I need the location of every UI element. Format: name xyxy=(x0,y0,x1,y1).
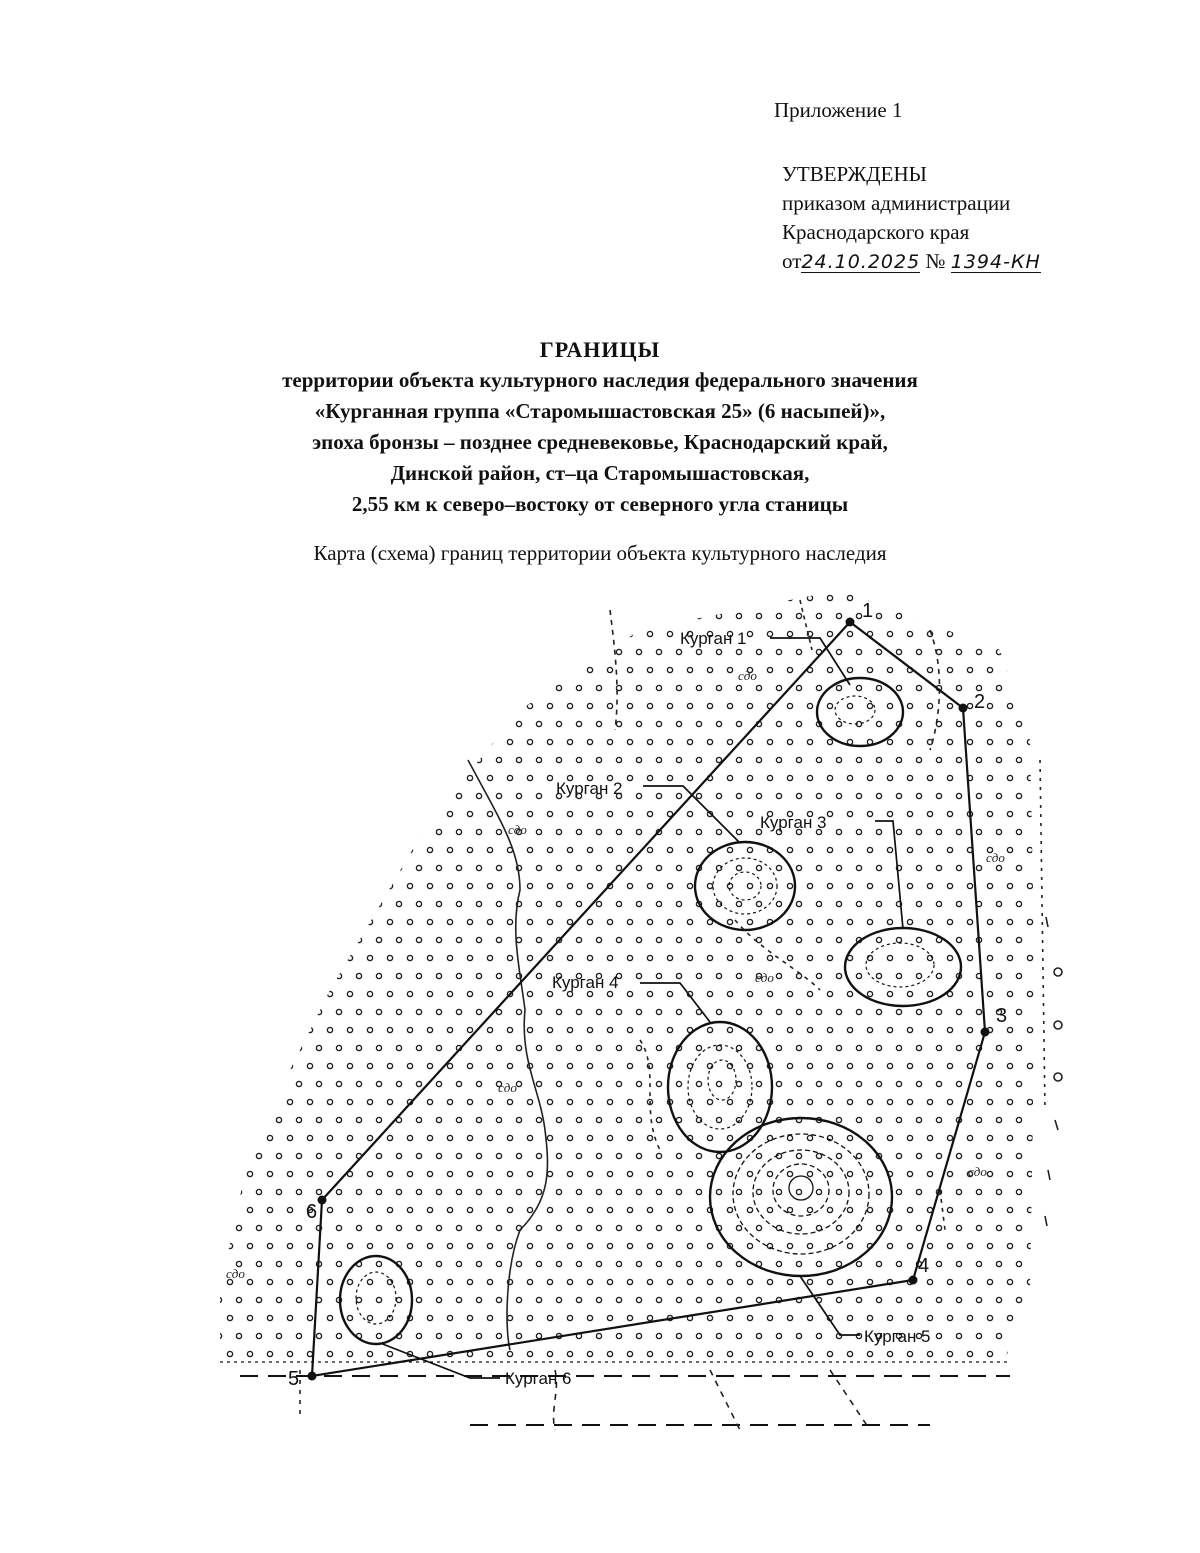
kurgan-1-mound xyxy=(817,678,903,746)
approved-line-2: Краснодарского края xyxy=(782,220,970,244)
boundary-point-2 xyxy=(959,704,968,713)
point-label-2: 2 xyxy=(974,691,986,713)
kurgan-label-6: Курган 6 xyxy=(505,1369,572,1388)
field-dot-pattern xyxy=(207,595,1041,1356)
approved-line-1: приказом администрации xyxy=(782,191,1011,215)
point-label-3: 3 xyxy=(996,1005,1008,1027)
land-mark: сдо xyxy=(986,850,1005,865)
boundary-point-5 xyxy=(308,1372,317,1381)
title-line-2: «Курганная группа «Старомышастовская 25» (6 насыпей)», xyxy=(314,399,886,423)
boundary-point-3 xyxy=(981,1028,990,1037)
appendix-label: Приложение 1 xyxy=(774,98,903,122)
boundary-map xyxy=(0,590,1200,1450)
land-mark: сдо xyxy=(738,668,757,683)
kurgan-label-3: Курган 3 xyxy=(760,813,827,832)
title-line-4: Динской район, ст–ца Старомышастовская, xyxy=(390,461,810,485)
point-label-4: 4 xyxy=(918,1255,930,1277)
territory-boundary xyxy=(312,622,985,1376)
number-value: 1394-КН xyxy=(950,251,1041,273)
title-line-3: эпоха бронзы – позднее средневековье, Краснодарский край, xyxy=(312,430,888,454)
date-prefix: от xyxy=(782,249,802,273)
point-label-6: 6 xyxy=(306,1201,318,1223)
land-mark: сдо xyxy=(226,1266,245,1281)
number-prefix: № xyxy=(925,249,946,273)
kurgan-label-2: Курган 2 xyxy=(556,779,623,798)
kurgan-label-4: Курган 4 xyxy=(552,973,619,992)
boundary-points xyxy=(308,618,990,1381)
kurgan-label-5: Курган 5 xyxy=(864,1327,931,1346)
map-subtitle: Карта (схема) границ территории объекта культурного наследия xyxy=(313,541,887,565)
land-mark: сдо xyxy=(755,970,774,985)
kurgan-label-1: Курган 1 xyxy=(680,629,747,648)
land-mark: сдо xyxy=(968,1164,987,1179)
right-edge-marks xyxy=(1045,917,1062,1226)
approved-title: УТВЕРЖДЕНЫ xyxy=(782,162,927,186)
approval-date-line xyxy=(782,247,1041,276)
title-line-1: территории объекта культурного наследия федерального значения xyxy=(282,368,918,392)
kurgan-5-mound xyxy=(710,1118,892,1276)
title-head: ГРАНИЦЫ xyxy=(539,337,661,362)
land-mark: сдо xyxy=(498,1080,517,1095)
title-line-5: 2,55 км к северо–востоку от северного угла станицы xyxy=(351,492,849,516)
document-title xyxy=(0,334,1200,520)
boundary-point-1 xyxy=(846,618,855,627)
boundary-point-4 xyxy=(909,1276,918,1285)
date-value: 24.10.2025 xyxy=(801,251,921,273)
kurgan-2-mound xyxy=(695,842,795,930)
approval-block xyxy=(782,160,1041,276)
land-mark: сдо xyxy=(508,822,527,837)
boundary-point-6 xyxy=(318,1196,327,1205)
kurgan-3-mound xyxy=(845,928,961,1006)
point-label-5: 5 xyxy=(288,1368,300,1390)
point-label-1: 1 xyxy=(862,600,874,622)
